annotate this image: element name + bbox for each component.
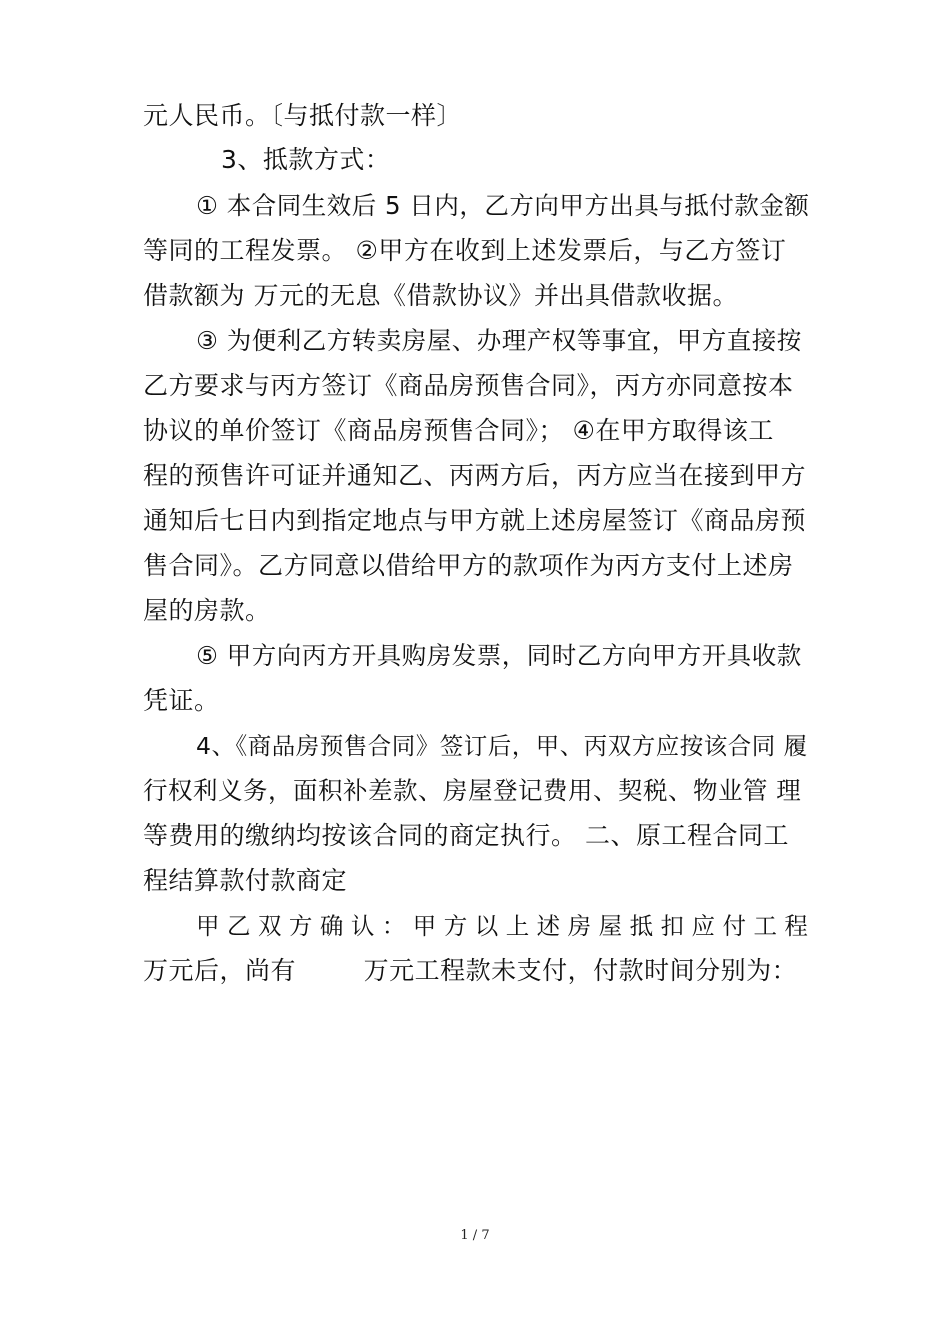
text-line: 协议的单价签订《商品房预售合同》； ④在甲方取得该工 (143, 416, 774, 445)
page-number: 1 / 7 (460, 1228, 490, 1243)
text-line: 售合同》。乙方同意以借给甲方的款项作为丙方支付上述房 (143, 551, 794, 580)
text-line: 行权利义务，面积补差款、房屋登记费用、契税、物业管 理 (143, 776, 802, 805)
text-line: 4、《商品房预售合同》签订后，甲、丙双方应按该合同 履 (196, 732, 808, 760)
text-line: 屋的房款。 (143, 596, 271, 625)
text-line: 等费用的缴纳均按该合同的商定执行。 二、原工程合同工 (143, 821, 789, 850)
text-line: ③ 为便利乙方转卖房屋、办理产权等事宜，甲方直接按 (196, 326, 802, 355)
text-line: 等同的工程发票。 ②甲方在收到上述发票后，与乙方签订 (143, 236, 787, 265)
text-line: ① 本合同生效后 5 日内，乙方向甲方出具与抵付款金额 (196, 191, 810, 220)
text-line: 程的预售许可证并通知乙、丙两方后，丙方应当在接到甲方 (143, 461, 807, 490)
text-line: 借款额为 万元的无息《借款协议》并出具借款收据。 (143, 281, 738, 310)
text-line: 程结算款付款商定 (143, 866, 348, 895)
text-line: 乙方要求与丙方签订《商品房预售合同》，丙方亦同意按本 (143, 371, 794, 400)
text-line: 元人民币。〔与抵付款一样〕 (143, 101, 463, 130)
text-line: 凭证。 (143, 686, 220, 715)
text-line: ⑤ 甲方向丙方开具购房发票，同时乙方向甲方开具收款 (196, 641, 802, 670)
text-line: 甲 乙 双 方 确 认 ： 甲 方 以 上 述 房 屋 抵 扣 应 付 工 程 (196, 912, 808, 940)
text-line: 3、抵款方式： (221, 145, 391, 174)
text-line: 通知后七日内到指定地点与甲方就上述房屋签订《商品房预 (143, 506, 807, 535)
text-line: 万元后，尚有 万元工程款未支付，付款时间分别为： (143, 956, 798, 985)
